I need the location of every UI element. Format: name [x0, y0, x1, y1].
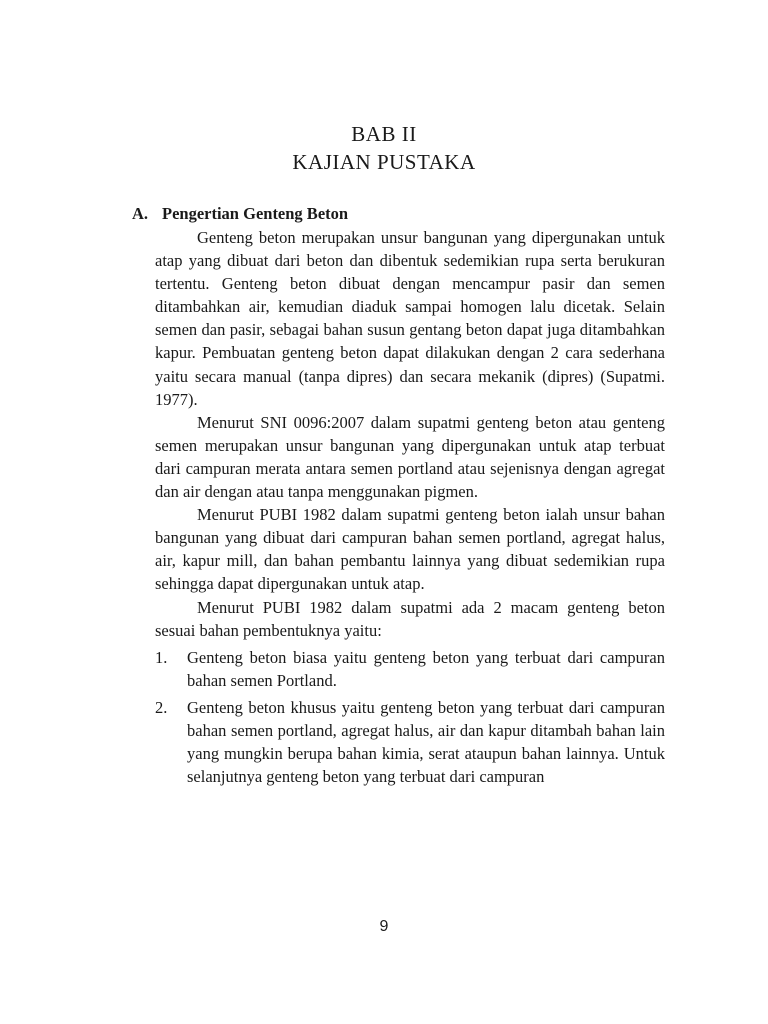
list-item — [155, 646, 665, 692]
list-item-text: Genteng beton khusus yaitu genteng beton yang terbuat dari campuran bahan semen portland, agregat halus, air dan kapur ditambah bahan lain yang mungkin berupa bahan kimia, serat ataupun bahan lainnya. Untuk selanjutnya genteng beton yang terbuat dari campuran — [187, 697, 665, 787]
paragraph: Menurut PUBI 1982 dalam supatmi genteng beton ialah unsur bahan bangunan yang dibuat dari campuran bahan semen portland, agregat halus, air, kapur mill, dan bahan pembantu lainnya yang dibuat sedemikian rupa sehingga dapat dipergunakan untuk atap. — [155, 505, 665, 594]
body-text — [155, 226, 665, 792]
numbered-list — [155, 646, 665, 789]
paragraph: Menurut PUBI 1982 dalam supatmi ada 2 macam genteng beton sesuai bahan pembentuknya yaitu: — [155, 597, 665, 640]
list-item-text: Genteng beton biasa yaitu genteng beton yang terbuat dari campuran bahan semen Portland. — [187, 647, 665, 690]
section-letter: A. — [132, 204, 149, 223]
section-heading — [132, 204, 348, 224]
chapter-title: KAJIAN PUSTAKA — [292, 150, 476, 174]
paragraph: Menurut SNI 0096:2007 dalam supatmi genteng beton atau genteng semen merupakan unsur bangunan yang dipergunakan untuk atap terbuat dari campuran merata antara semen portland atau sejenisnya dengan agregat dan air dengan atau tanpa menggunakan pigmen. — [155, 412, 665, 502]
list-item-number: 2. — [155, 697, 168, 717]
chapter-number: BAB II — [351, 122, 417, 146]
list-item-number: 1. — [155, 647, 168, 667]
section-heading-text: Pengertian Genteng Beton — [162, 204, 349, 223]
page-number: 9 — [379, 918, 389, 935]
list-item — [155, 696, 665, 788]
paragraph: Genteng beton merupakan unsur bangunan yang dipergunakan untuk atap yang dibuat dari beton dan dibentuk sedemikian rupa serta berukuran tertentu. Genteng beton dibuat dengan mencampur pasir dan semen ditambahkan air, kemudian diaduk sampai homogen lalu dicetak. Selain semen dan pasir, sebagai bahan susun gentang beton dapat juga ditambahkan kapur. Pembuatan genteng beton dapat dilakukan dengan 2 cara sederhana yaitu secara manual (tanpa dipres) dan secara mekanik (dipres) (Supatmi. 1977). — [155, 228, 665, 409]
